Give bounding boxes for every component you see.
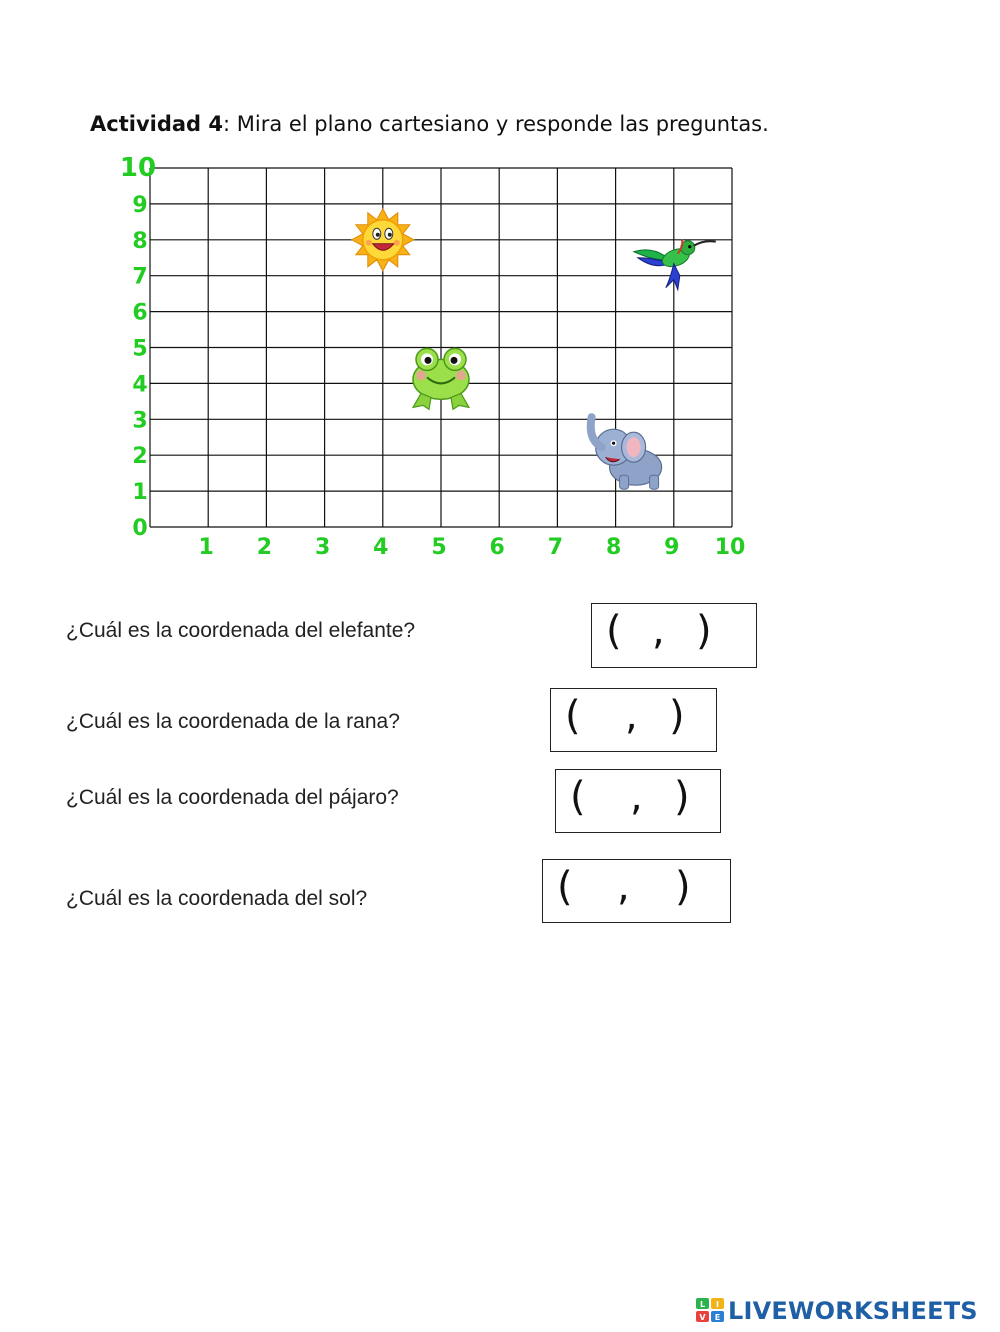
question-sun: ¿Cuál es la coordenada del sol? [66,887,368,910]
x-axis-tick-label: 9 [664,535,680,560]
question-frog: ¿Cuál es la coordenada de la rana? [66,710,400,733]
answer-comma: , [652,608,665,654]
y-axis-tick-label: 5 [132,336,148,362]
liveworksheets-logo-text: LIVEWORKSHEETS [728,1297,978,1325]
y-axis-tick-label: 4 [132,372,148,398]
x-axis-tick-label: 8 [605,535,622,560]
answer-close-paren: ) [674,774,690,820]
logo-letter: I [716,1300,719,1309]
sun-icon [352,209,414,271]
answer-box-elephant[interactable] [591,603,757,668]
y-axis-tick-label: 6 [132,300,148,326]
y-axis-tick-label: 9 [132,192,148,218]
answer-open-paren: ( [570,774,586,820]
answer-comma: , [630,774,643,820]
answer-comma: , [625,693,638,739]
question-bird: ¿Cuál es la coordenada del pájaro? [66,786,399,809]
x-axis-labels [199,535,746,560]
liveworksheets-logo-mark [696,1298,726,1324]
answer-open-paren: ( [606,608,622,654]
liveworksheets-logo [696,1296,978,1326]
x-axis-tick-label: 1 [198,535,214,560]
activity-title-text: : Mira el plano cartesiano y responde las preguntas. [222,112,769,136]
logo-letter: V [699,1313,706,1322]
answer-close-paren: ) [675,864,691,910]
x-axis-tick-label: 10 [714,535,746,560]
y-axis-tick-label: 8 [132,228,148,254]
x-axis-tick-label: 4 [373,535,389,560]
answer-close-paren: ) [669,693,685,739]
x-axis-tick-label: 6 [489,535,505,560]
x-axis-tick-label: 5 [431,535,447,560]
answer-box-frog[interactable] [550,688,717,752]
x-axis-tick-label: 7 [547,535,564,560]
answer-close-paren: ) [696,608,712,654]
cartesian-plane [0,0,1000,580]
x-axis-tick-label: 3 [314,535,331,560]
answer-comma: , [617,864,630,910]
answer-box-bird[interactable] [555,769,721,833]
bird-icon [634,240,716,290]
elephant-icon [591,417,662,489]
x-axis-tick-label: 2 [256,535,273,560]
answer-open-paren: ( [565,693,581,739]
activity-title-bold: Actividad 4 [90,112,223,136]
y-axis-tick-label: 2 [132,444,148,470]
y-axis-tick-label: 7 [132,264,148,290]
y-axis-tick-label: 1 [132,480,148,506]
y-axis-tick-label: 3 [132,408,148,434]
logo-letter: L [699,1300,706,1309]
answer-box-sun[interactable] [542,859,731,923]
y-axis-tick-label: 10 [119,153,157,183]
y-axis-tick-label: 0 [132,516,148,541]
logo-letter: E [714,1313,721,1322]
question-elephant: ¿Cuál es la coordenada del elefante? [66,619,416,642]
answer-open-paren: ( [557,864,573,910]
